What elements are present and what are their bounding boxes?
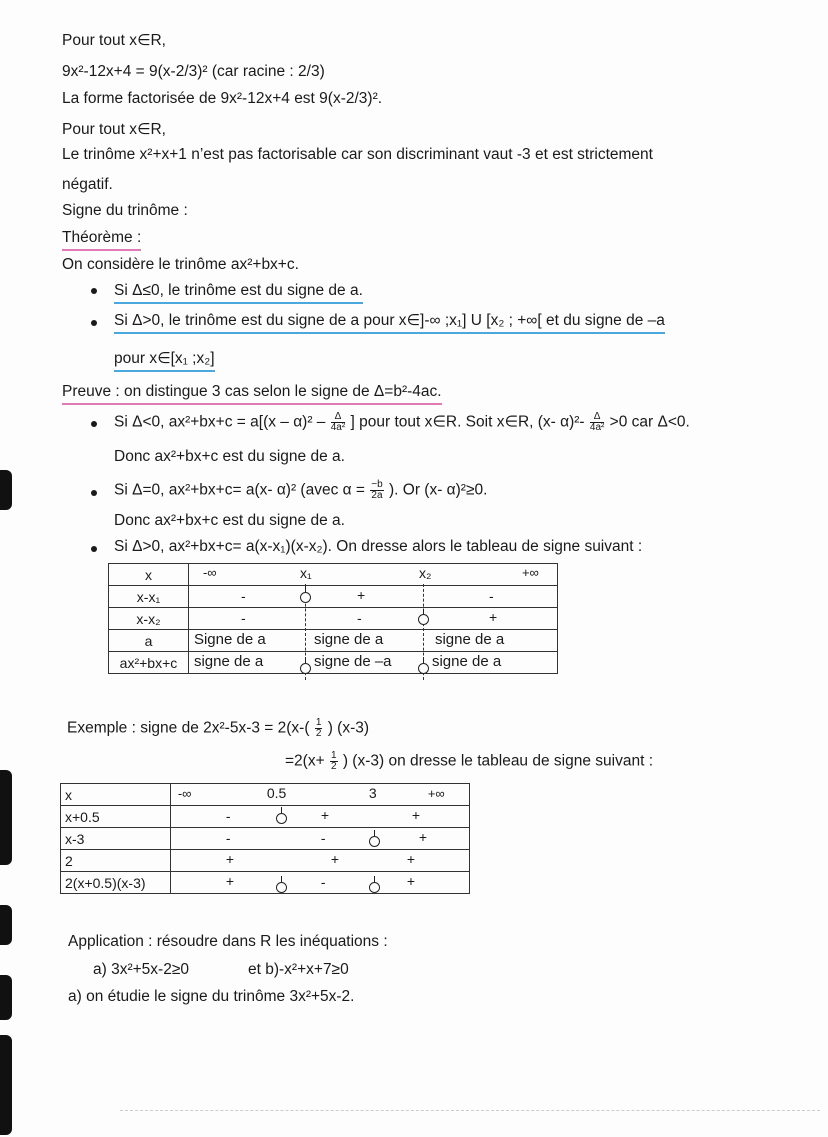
zero-marker <box>300 663 311 674</box>
scan-edge-mark <box>0 905 12 945</box>
sign-cell: + <box>356 587 366 603</box>
proof-case-2-part: Si Δ=0, ax²+bx+c= a(x- α)² (avec α = <box>114 481 365 499</box>
fraction: $\frac{-b}{2a}$ <box>371 479 383 501</box>
sign-cell: - <box>356 610 362 626</box>
row-signs <box>170 828 469 850</box>
sign-cell: signe de a <box>431 653 502 670</box>
section-title: Signe du trinôme : <box>62 202 188 219</box>
sign-cell: - <box>240 610 246 626</box>
bullet <box>91 546 97 552</box>
example-part: Exemple : signe de 2x²-5x-3 = 2(x-( <box>67 719 310 737</box>
header-plus-inf: +∞ <box>427 786 445 801</box>
scan-edge-mark <box>0 470 12 510</box>
header-3: 3 <box>368 785 377 801</box>
row-label: 2 <box>61 850 171 872</box>
sign-cell: - <box>320 830 326 846</box>
example-part: ) (x-3) <box>327 719 370 737</box>
sign-cell: signe de –a <box>313 653 392 670</box>
text-line: 9x²-12x+4 = 9(x-2/3)² (car racine : 2/3) <box>62 63 325 80</box>
text-line: négatif. <box>62 176 113 193</box>
zero-marker <box>276 882 287 893</box>
header-x2: x₂ <box>418 565 432 581</box>
row-signs <box>170 806 469 828</box>
row-label: ax²+bx+c <box>109 652 189 674</box>
proof-heading: Preuve : on distingue 3 cas selon le signe de Δ=b²-4ac. <box>62 382 442 405</box>
example-line-2 <box>285 751 653 772</box>
proof-case-3: Si Δ>0, ax²+bx+c= a(x-x₁)(x-x₂). On dresse alors le tableau de signe suivant : <box>114 538 643 555</box>
sign-cell: + <box>320 807 330 823</box>
scan-dashed-rule <box>120 1110 820 1111</box>
row-signs <box>188 630 557 652</box>
inequation-b: et b)-x²+x+7≥0 <box>248 961 349 978</box>
bullet <box>91 421 97 427</box>
sign-cell: - <box>488 588 494 604</box>
theorem-case-1: Si Δ≤0, le trinôme est du signe de a. <box>114 281 363 304</box>
sign-cell: signe de a <box>313 631 384 648</box>
sign-cell: Signe de a <box>193 631 266 648</box>
sign-cell: - <box>225 830 231 846</box>
text-line: Pour tout x∈R, <box>62 121 166 138</box>
sign-table-example <box>60 783 470 894</box>
sign-cell: - <box>240 588 246 604</box>
scan-edge-mark <box>0 770 12 865</box>
bullet <box>91 320 97 326</box>
sign-cell: + <box>406 851 416 867</box>
bullet <box>91 490 97 496</box>
sign-cell: + <box>406 873 416 889</box>
row-signs <box>188 608 557 630</box>
row-label: x-x₂ <box>109 608 189 630</box>
header-0-5: 0.5 <box>266 785 287 801</box>
proof-case-1-part: ] pour tout x∈R. Soit x∈R, (x- α)²- <box>350 413 585 431</box>
inequation-a: a) 3x²+5x-2≥0 <box>93 961 189 978</box>
table-header-x: x <box>109 564 189 586</box>
text-line: Donc ax²+bx+c est du signe de a. <box>114 448 345 465</box>
sign-cell: + <box>225 851 235 867</box>
header-minus-inf: -∞ <box>177 786 192 801</box>
zero-marker <box>276 813 287 824</box>
fraction: $\frac{\Delta}{\text{4a²}}$ <box>330 411 346 433</box>
text-line: La forme factorisée de 9x²-12x+4 est 9(x-2/3)². <box>62 90 383 107</box>
example-line-1 <box>67 718 369 739</box>
sign-cell: + <box>330 851 340 867</box>
zero-marker <box>300 592 311 603</box>
row-signs <box>188 652 557 674</box>
theorem-case-2: Si Δ>0, le trinôme est du signe de a pour x∈]-∞ ;x₁] U [x₂ ; +∞[ et du signe de –a <box>114 311 665 334</box>
row-label: a <box>109 630 189 652</box>
sign-cell: signe de a <box>193 653 264 670</box>
zero-marker <box>418 614 429 625</box>
row-label: x+0.5 <box>61 806 171 828</box>
row-signs <box>170 850 469 872</box>
text-line: Pour tout x∈R, <box>62 32 166 49</box>
sign-table-general <box>108 563 558 674</box>
zero-marker <box>369 882 380 893</box>
scan-edge-mark <box>0 975 12 1020</box>
sign-cell: + <box>411 807 421 823</box>
text-line: On considère le trinôme ax²+bx+c. <box>62 256 299 273</box>
row-label: 2(x+0.5)(x-3) <box>61 872 171 894</box>
zero-marker <box>418 663 429 674</box>
header-x1: x₁ <box>299 565 312 581</box>
row-label: x-3 <box>61 828 171 850</box>
bullet <box>91 288 97 294</box>
table-header-values <box>170 784 469 806</box>
application-step: a) on étudie le signe du trinôme 3x²+5x-2. <box>68 988 355 1005</box>
fraction: $\frac{\Delta}{\text{4a²}}$ <box>589 411 605 433</box>
row-signs <box>170 872 469 894</box>
application-heading: Application : résoudre dans R les inéquations : <box>68 933 388 950</box>
sign-cell: + <box>418 829 428 845</box>
proof-case-2-part: ). Or (x- α)²≥0. <box>389 481 488 499</box>
table-header-values <box>188 564 557 586</box>
sign-cell: signe de a <box>434 631 505 648</box>
example-part: ) (x-3) on dresse le tableau de signe suivant : <box>342 752 653 770</box>
proof-case-1 <box>114 412 690 433</box>
header-plus-inf: +∞ <box>521 565 539 580</box>
proof-case-1-part: Si Δ<0, ax²+bx+c = a[(x – α)² – <box>114 413 326 431</box>
sign-cell: - <box>320 874 326 890</box>
proof-case-2 <box>114 480 487 501</box>
sign-cell: + <box>225 873 235 889</box>
row-label: x-x₁ <box>109 586 189 608</box>
theorem-case-2-cont: pour x∈[x₁ ;x₂] <box>114 349 215 372</box>
sign-cell: - <box>225 808 231 824</box>
proof-case-1-part: >0 car Δ<0. <box>609 413 690 431</box>
text-line: Donc ax²+bx+c est du signe de a. <box>114 512 345 529</box>
theorem-heading: Théorème : <box>62 228 141 251</box>
scan-edge-mark <box>0 1035 12 1135</box>
sign-cell: + <box>488 609 498 625</box>
header-minus-inf: -∞ <box>202 565 217 580</box>
row-signs <box>188 586 557 608</box>
example-part: =2(x+ <box>285 752 325 770</box>
text-line: Le trinôme x²+x+1 n’est pas factorisable car son discriminant vaut -3 et est strictement <box>62 146 653 163</box>
fraction: $\frac{1}{2}$ <box>315 717 322 739</box>
zero-marker <box>369 836 380 847</box>
table-header-x: x <box>61 784 171 806</box>
fraction: $\frac{1}{2}$ <box>330 750 337 772</box>
